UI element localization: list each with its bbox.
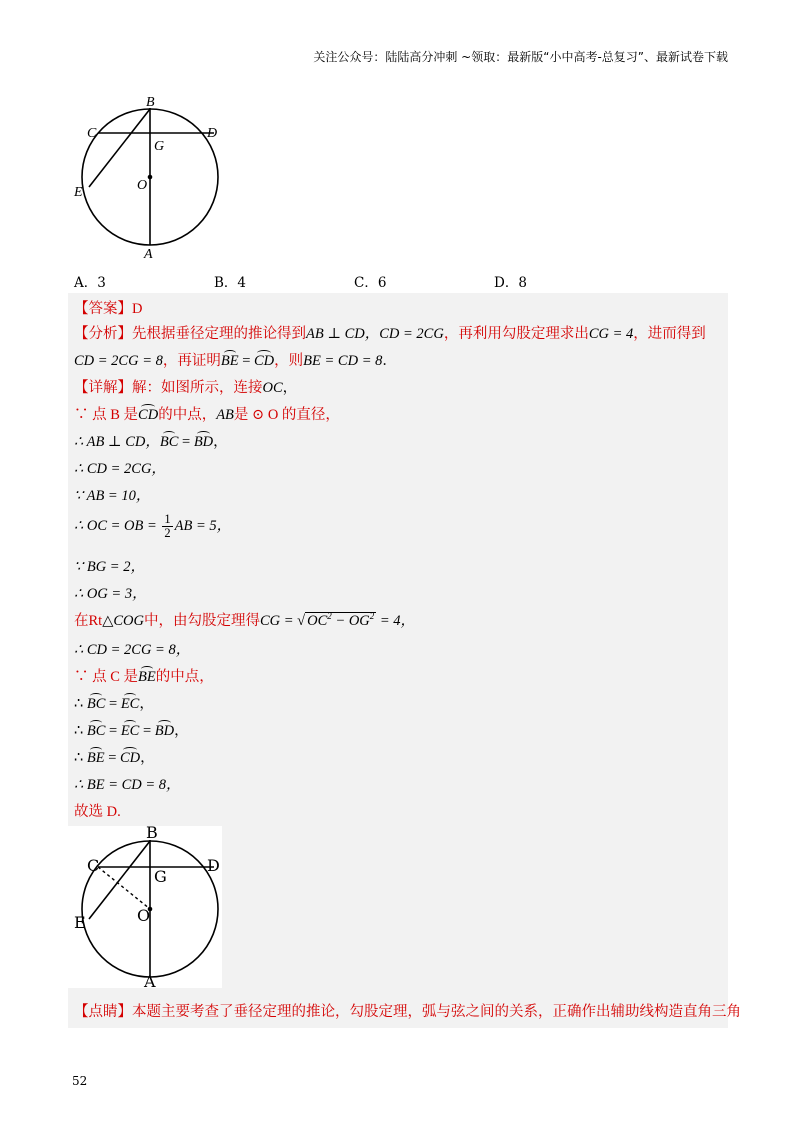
page-number: 52 (72, 1074, 88, 1088)
label-d-2: D (207, 856, 220, 875)
circle-figure-1 (68, 92, 238, 262)
step-11: ∴ BC = EC， (74, 696, 154, 712)
geometry-diagram (68, 92, 238, 262)
label-d: D (207, 126, 218, 141)
label-g: G (154, 139, 165, 154)
step-10: ∵ 点 C 是BE的中点， (74, 669, 214, 685)
detail-line: 【详解】解：如图所示，连接OC， (74, 380, 298, 396)
circle-figure-2 (68, 826, 222, 988)
analysis-line-2: CD = 2CG = 8，再证明BE = CD，则BE = CD = 8． (74, 353, 397, 369)
answer-line: 【答案】D (74, 301, 143, 317)
label-e-2: E (74, 913, 86, 932)
step-1: ∵ 点 B 是CD的中点，AB是 ⊙ O 的直径， (74, 407, 340, 423)
step-8: 在Rt△COG中，由勾股定理得CG = √ $OC^2 - OG^2 = 4$， (74, 611, 416, 629)
analysis-line-1: 【分析】先根据垂径定理的推论得到AB ⊥ CD，CD = 2CG，再利用勾股定理求出CG = 4，进而得到 (74, 326, 706, 342)
fraction-one-half: $\frac{1}{2}$ (164, 512, 171, 540)
step-12: ∴ BC = EC = BD， (74, 723, 189, 739)
label-o-2: O (137, 906, 151, 925)
label-g-2: G (154, 867, 167, 886)
step-15: 故选 D. (74, 804, 121, 820)
step-7: ∴ OG = 3， (74, 586, 147, 602)
option-b: B．4 (214, 275, 247, 291)
step-3: ∴ CD = 2CG， (74, 461, 166, 477)
label-b: B (146, 95, 155, 110)
geometry-diagram-with-oc (68, 826, 222, 988)
label-a: A (144, 247, 153, 262)
step-13: ∴ BE = CD， (74, 750, 155, 766)
label-e: E (74, 185, 83, 200)
option-a: A．3 (74, 275, 106, 291)
label-o: O (137, 178, 148, 193)
label-b-2: B (146, 826, 158, 842)
step-4: ∵ AB = 10， (74, 488, 151, 504)
comment-line: 【点睛】本题主要考查了垂径定理的推论，勾股定理，弧与弦之间的关系，正确作出辅助线构造直角三角 (74, 1004, 741, 1020)
step-2: ∴ AB ⊥ CD，BC = BD， (74, 434, 228, 450)
step-6: ∵ BG = 2， (74, 559, 145, 575)
option-c: C．6 (354, 275, 387, 291)
page-header: 关注公众号：陆陆高分冲刺 ~领取：最新版“小中高考-总复习”、最新试卷下载 (313, 50, 728, 64)
answer-options (74, 271, 634, 291)
label-c: C (87, 126, 97, 141)
label-a-2: A (144, 972, 156, 988)
step-5: ∴ OC = OB = $\frac{1}{2}$ AB = 5， (74, 512, 232, 540)
step-14: ∴ BE = CD = 8， (74, 777, 181, 793)
option-d: D．8 (494, 275, 527, 291)
label-c-2: C (87, 856, 100, 875)
step-9: ∴ CD = 2CG = 8， (74, 642, 191, 658)
